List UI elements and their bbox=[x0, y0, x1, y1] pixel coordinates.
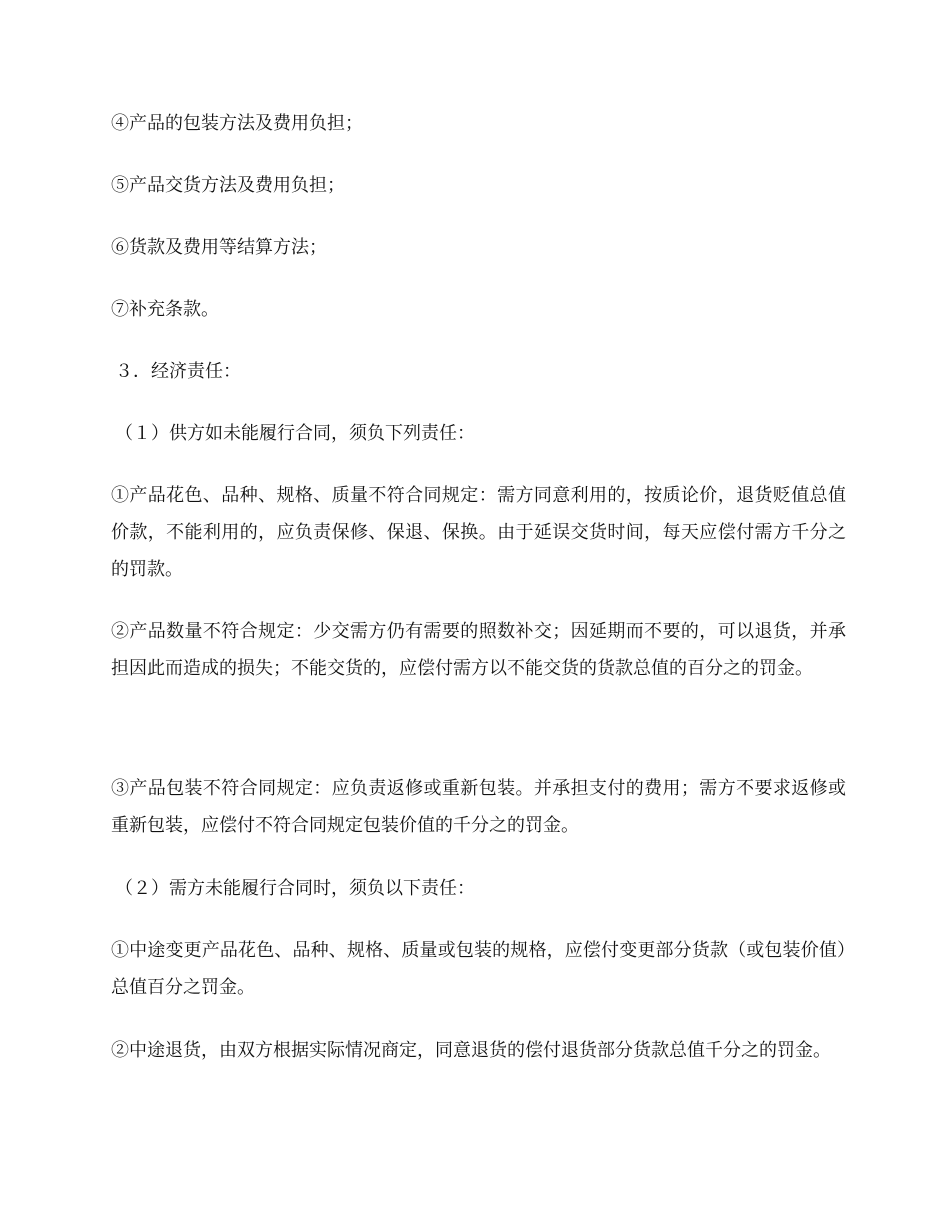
clause-5-delivery: ⑤产品交货方法及费用负担； bbox=[111, 175, 345, 196]
supplier-clause-3: ③产品包装不符合同规定：应负责返修或重新包装。并承担支付的费用；需方不要求返修或重新包装，应偿付不符合同规定包装价值的千分之的罚金。 bbox=[111, 778, 846, 836]
supplier-clause-1: ①产品花色、品种、规格、质量不符合同规定：需方同意利用的，按质论价，退货贬值总值价款，不能利用的，应负责保修、保退、保换。由于延误交货时间，每天应偿付需方千分之的罚款。 bbox=[111, 485, 846, 580]
supplier-liability-heading: （１）供方如未能履行合同，须负下列责任： bbox=[115, 423, 475, 444]
section-3-heading: ３．经济责任： bbox=[115, 361, 241, 382]
clause-4-packaging: ④产品的包装方法及费用负担； bbox=[111, 113, 363, 134]
clause-6-settlement: ⑥货款及费用等结算方法； bbox=[111, 237, 327, 258]
buyer-clause-1: ①中途变更产品花色、品种、规格、质量或包装的规格，应偿付变更部分货款（或包装价值）总值百分之罚金。 bbox=[111, 940, 846, 998]
clause-7-supplementary: ⑦补充条款。 bbox=[111, 299, 219, 320]
supplier-clause-2: ②产品数量不符合规定：少交需方仍有需要的照数补交；因延期而不要的，可以退货，并承担因此而造成的损失；不能交货的，应偿付需方以不能交货的货款总值的百分之的罚金。 bbox=[111, 621, 846, 679]
buyer-clause-2: ②中途退货，由双方根据实际情况商定，同意退货的偿付退货部分货款总值千分之的罚金。 bbox=[111, 1040, 831, 1061]
buyer-liability-heading: （２）需方未能履行合同时，须负以下责任： bbox=[115, 878, 475, 899]
